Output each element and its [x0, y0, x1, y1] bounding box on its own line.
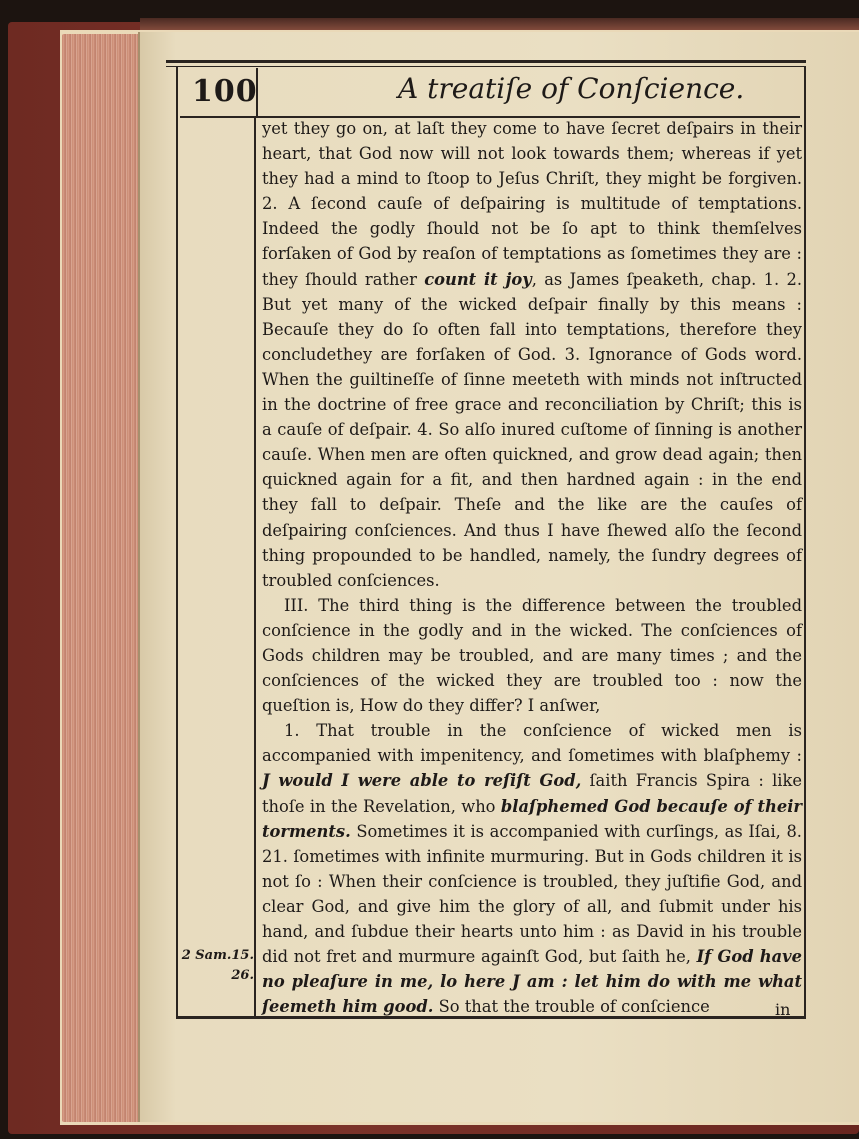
paragraph-1 [262, 116, 802, 593]
paragraph-3 [262, 718, 802, 1019]
paragraph-3-part-d: So that the trouble of conſcience [438, 997, 710, 1017]
running-title: A treatiſe of Conſcience. [398, 72, 745, 105]
catchword: in [775, 1000, 791, 1019]
paragraph-2: III. The third thing is the difference between the troubled conſcience in the godly and in the wicked. The conſciences of Gods children may be troubled, and are many times ; and the conſciences of the wicked they are troubled too : now the queſtion is, How do they differ? I anſwer, [262, 595, 802, 716]
top-rule-inner [166, 66, 806, 67]
quote-david: If God have no pleaſure in me, lo here J am : let him do with me what ſeemeth him good. [262, 947, 802, 1017]
top-rule [166, 60, 806, 63]
page-edges [62, 34, 142, 1122]
paragraph-3-part-b: ſaith Francis Spira : like thoſe in the Revelation, who [262, 771, 802, 816]
quote-revelation: blaſphemed God becauſe of their torments. [262, 796, 802, 841]
left-frame-rule [176, 66, 178, 1016]
margin-note [172, 946, 254, 986]
paragraph-1-part-a: yet they go on, at laſt they come to have ſecret deſpairs in their heart, that God now will not look towards them; whereas if yet they had a mind to ſtoop to Jeſus Chriſt, they might be forgiven. 2. A ſecond cauſe of deſpairing is multitude of temptations. Indeed the godly ſhould not be ſo apt to think themſelves forſaken of God by reaſon of temptations as ſometimes they are : they ſhould rather [262, 119, 802, 289]
margin-note-verse: 26. [231, 968, 254, 983]
quote-spira: J would I were able to reſiſt God, [262, 771, 582, 791]
paragraph-1-part-b: , as James ſpeaketh, chap. 1. 2. But yet many of the wicked deſpair finally by this means : Becauſe they do ſo often fall into temptations, therefore they concludethey are forſaken of God. 3. Ignorance of Gods word. When the guiltineſſe of ſinne meeteth with minds not inſtructed in the doctrine of free grace and reconciliation by Chriſt; this is a cauſe of deſpair. 4. So alſo inured cuſtome of ſinning is another cauſe. When men are often quickned, and grow dead again; then quickned again for a fit, and then hardned again : in the end they fall to deſpair. Theſe and the like are the cauſes of deſpairing conſciences. And thus I have ſhewed alſo the ſecond thing propounded to be handled, namely, the ſundry degrees of troubled conſciences. [262, 269, 802, 590]
emphasis-count-it-joy: count it joy [424, 269, 532, 289]
body-text [262, 116, 802, 1019]
paragraph-3-part-a: 1. That trouble in the conſcience of wicked men is accompanied with impenitency, and ſometimes with blaſphemy : [262, 721, 802, 766]
right-frame-rule [804, 66, 806, 1016]
page-number: 100 [192, 74, 258, 109]
margin-note-reference: 2 Sam.15. [181, 948, 254, 963]
paragraph-3-part-c: Sometimes it is accompanied with curſings, as Iſai, 8. 21. ſometimes with infinite murmuring. But in Gods children it is not ſo : When their conſcience is troubled, they juſtifie God, and clear God, and give him the glory of all, and ſubmit under his hand, and ſubdue their hearts unto him : as David in his trouble did not fret and murmure againſt God, but ſaith he, [262, 821, 802, 967]
margin-column-rule [254, 118, 256, 1016]
